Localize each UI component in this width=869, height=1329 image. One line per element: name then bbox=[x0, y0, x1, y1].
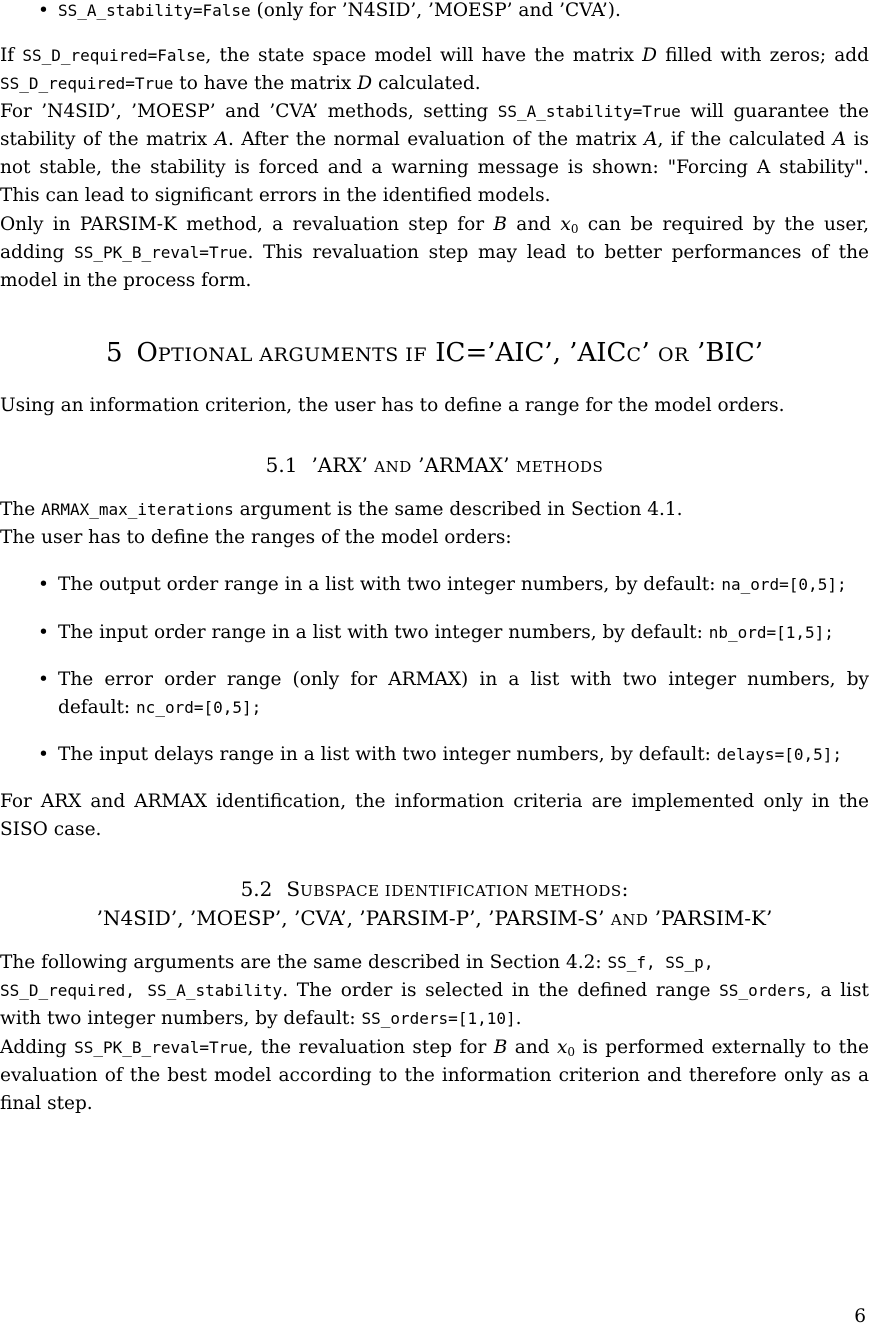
bullet-dot: • bbox=[38, 744, 49, 765]
bullet-dot: • bbox=[38, 0, 49, 21]
code-inline: SS_A_stability=False bbox=[58, 1, 251, 20]
paragraph-siso: For ARX and ARMAX identification, the information criteria are implemented only in the SISO case. bbox=[0, 791, 869, 840]
list-item-text: (only for ’N4SID’, ’MOESP’ and ’CVA’). bbox=[250, 0, 621, 21]
bullet-dot: • bbox=[38, 669, 49, 690]
paragraph-subspace-args: The following arguments are the same described in Section 4.2: SS_f, SS_p, bbox=[0, 952, 714, 973]
paragraph-d-required: If SS_D_required=False, the state space model will have the matrix D filled with zeros; add SS_D_required=True to have the matrix D calculated. bbox=[0, 45, 869, 94]
paragraph-armax-iterations: The ARMAX_max_iterations argument is the same described in Section 4.1. bbox=[0, 499, 683, 520]
subsection-heading-5-2: 5.2 SUBSPACE IDENTIFICATION METHODS: ’N4SID’, ’MOESP’, ’CVA’, ’PARSIM-P’, ’PARSIM-S’ AND ’PARSIM-K’ bbox=[96, 877, 773, 930]
bullet-dot: • bbox=[38, 622, 49, 643]
document-page: • SS_A_stability=False (only for ’N4SID’, ’MOESP’ and ’CVA’). If SS_D_required=False, the state space model will have the matrix D filled with zeros; add SS_D_required=True to have the matrix D calculated. For ’N4SID’, ’MOESP’ and ’CVA’ methods, setting SS_A_stability=True will guarantee the stability of the matrix A. After the normal evaluation of the matrix A, if the calculated A is not stable, the stability is forced and a warning message is shown: "Forcing A stability". This can lead to significant errors in the identified models. Only in PARSIM-K method, a revaluation step for B and $x_0$ can be required by the user, adding SS_PK_B_reval=True. This revaluation step may lead to better performances of the model in the process form. 5 OPTIONAL ARGUMENTS IF IC=’AIC’, ’AICC’ OR ’BIC’ Using an information criterion, the user has to define a range for the model orders. 5.1 ’ARX’ AND ’ARMAX’ METHODS The ARMAX_max_iterations argument is the same described in Section 4.1. The user has to define the ranges of the model orders: • The output order range in a list with two integer numbers, by default: na_ord=[0,5]; • The input order range in a list with two integer numbers, by default: nb_ord=[1,5]; • The error order range (only for ARMAX) in a list with two integer numbers, by default: nc_ord=[0,5]; • The input delays range in a list with two integer numbers, by default: delays=[0,5]; For ARX and ARMAX identification, the information criteria are implemented only in the SISO case. 5.2 SUBSPACE IDENTIFICATION METHODS: ’N4SID’, ’MOESP’, ’CVA’, ’PARSIM-P’, ’PARSIM-S’ AND ’PARSIM-K’ The following arguments are the same described in Section 4.2: SS_f, SS_p, SS_D_required, SS_A_stability. The order is selected in the defined range SS_orders, a list with two integer numbers, by default: SS_orders=[1,10]. Adding SS_PK_B_reval=True, the revaluation step for B and $x_0$ is performed externally to the evaluation of the best model according to the information criterion and therefore only as a final step. 6 bbox=[0, 0, 869, 1328]
paragraph-ranges-intro: The user has to define the ranges of the model orders: bbox=[0, 527, 512, 548]
page-number: 6 bbox=[854, 1306, 866, 1327]
paragraph-subspace-args-cont: SS_D_required, SS_A_stability. The order is selected in the defined range SS_orders, a list with two integer numbers, by default: SS_orders=[1,10]. bbox=[0, 980, 869, 1029]
paragraph-a-stability: For ’N4SID’, ’MOESP’ and ’CVA’ methods, setting SS_A_stability=True will guarantee the stability of the matrix A. After the normal evaluation of the matrix A, if the calculated A is not stable, the stability is forced and a warning message is shown: "Forcing A stability". This can lead to significant errors in the identified models. bbox=[0, 101, 869, 206]
paragraph-parsim-k: Only in PARSIM-K method, a revaluation step for B and $x_0$ can be required by the user, adding SS_PK_B_reval=True. This revaluation step may lead to better performances of the model in the process form. bbox=[0, 214, 869, 291]
bullet-dot: • bbox=[38, 574, 49, 595]
section-heading-5: 5 OPTIONAL ARGUMENTS IF IC=’AIC’, ’AICC’ OR ’BIC’ bbox=[106, 338, 763, 368]
paragraph-pk-reval: Adding SS_PK_B_reval=True, the revaluation step for B and $x_0$ is performed externally to the evaluation of the best model according to the information criterion and therefore only as a final step. bbox=[0, 1037, 869, 1114]
paragraph-info-criterion: Using an information criterion, the user has to define a range for the model orders. bbox=[0, 395, 785, 416]
subsection-heading-5-1: 5.1 ’ARX’ AND ’ARMAX’ METHODS bbox=[265, 453, 604, 477]
